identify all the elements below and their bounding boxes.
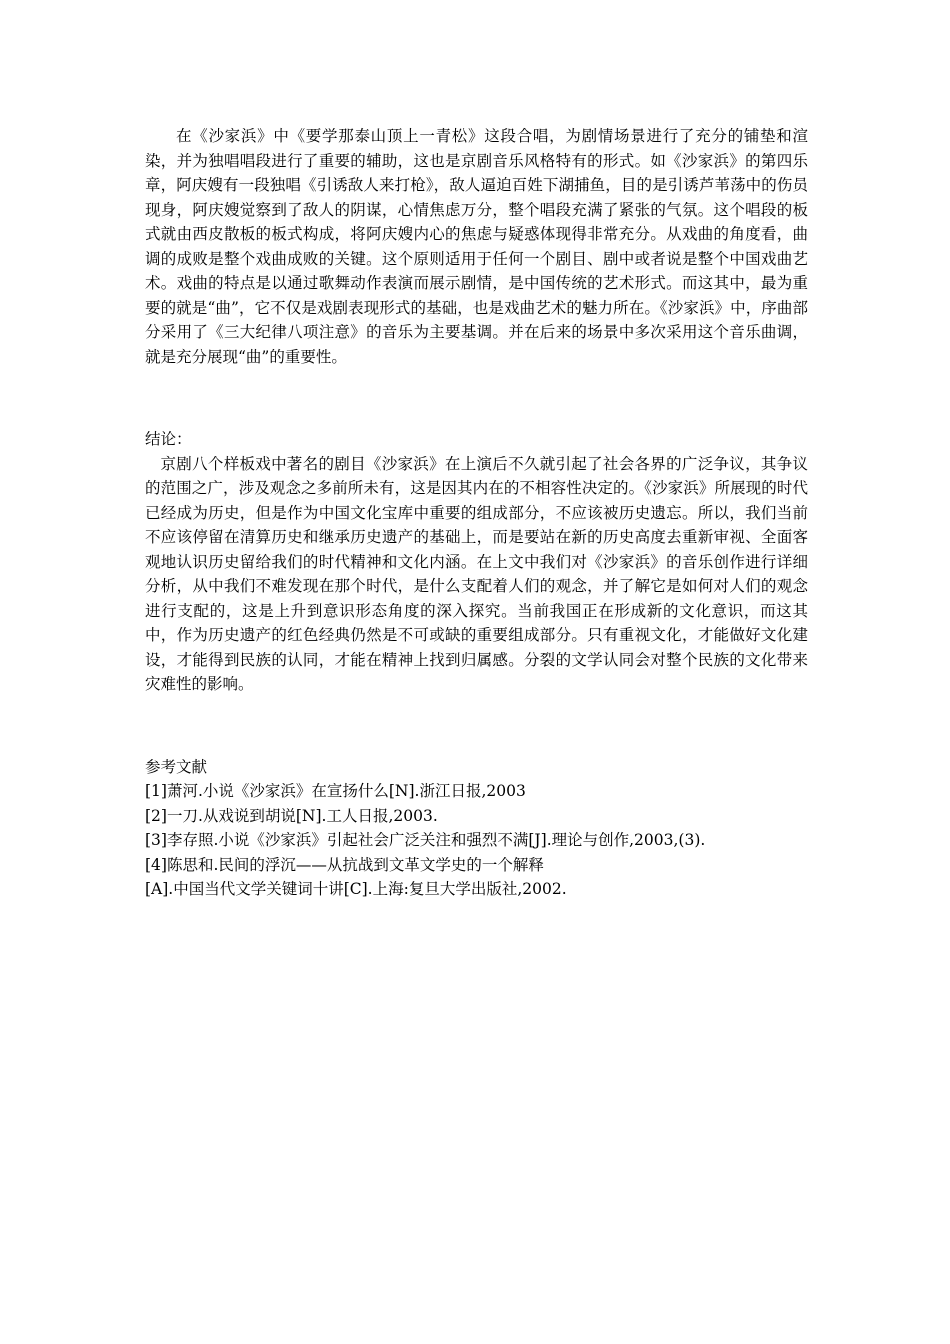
- reference-item: [3]李存照.小说《沙家浜》引起社会广泛关注和强烈不满[J].理论与创作,2003,(3).: [145, 831, 706, 849]
- conclusion-heading: 结论：: [145, 430, 192, 448]
- conclusion-paragraph: 京剧八个样板戏中著名的剧目《沙家浜》在上演后不久就引起了社会各界的广泛争议，其争议的范围之广，涉及观念之多前所未有，这是因其内在的不相容性决定的。《沙家浜》所展现的时代已经成为历史，但是作为中国文化宝库中重要的组成部分，不应该被历史遗忘。所以，我们当前不应该停留在清算历史和继承历史遗产的基础上，而是要站在新的历史高度去重新审视、全面客观地认识历史留给我们的时代精神和文化内涵。在上文中我们对《沙家浜》的音乐创作进行详细分析，从中我们不难发现在那个时代，是什么支配着人们的观念，并了解它是如何对人们的观念进行支配的，这是上升到意识形态角度的深入探究。当前我国正在形成新的文化意识，而这其中，作为历史遗产的红色经典仍然是不可或缺的重要组成部分。只有重视文化，才能做好文化建设，才能得到民族的认同，才能在精神上找到归属感。分裂的文学认同会对整个民族的文化带来灾难性的影响。: [145, 454, 808, 693]
- references-heading: 参考文献: [145, 757, 208, 776]
- reference-item: [A].中国当代文学关键词十讲[C].上海:复旦大学出版社,2002.: [145, 880, 567, 898]
- body-paragraph: 在《沙家浜》中《要学那泰山顶上一青松》这段合唱，为剧情场景进行了充分的铺垫和渲染，并为独唱唱段进行了重要的辅助，这也是京剧音乐风格特有的形式。如《沙家浜》的第四乐章，阿庆嫂有一段独唱《引诱敌人来打枪》，敌人逼迫百姓下湖捕鱼，目的是引诱芦苇荡中的伤员现身，阿庆嫂觉察到了敌人的阴谋，心情焦虑万分，整个唱段充满了紧张的气氛。这个唱段的板式就由西皮散板的板式构成，将阿庆嫂内心的焦虑与疑惑体现得非常充分。从戏曲的角度看，曲调的成败是整个戏曲成败的关键。这个原则适用于任何一个剧目、剧中或者说是整个中国戏曲艺术。戏曲的特点是以通过歌舞动作表演而展示剧情，是中国传统的艺术形式。而这其中，最为重要的就是“曲”，它不仅是戏剧表现形式的基础，也是戏曲艺术的魅力所在。《沙家浜》中，序曲部分采用了《三大纪律八项注意》的音乐为主要基调。并在后来的场景中多次采用这个音乐曲调，就是充分展现“曲”的重要性。: [145, 127, 808, 366]
- document-page: [145, 124, 808, 902]
- section-spacer: [145, 369, 808, 427]
- reference-item: [1]萧河.小说《沙家浜》在宣扬什么[N].浙江日报,2003: [145, 782, 526, 800]
- section-spacer: [145, 697, 808, 755]
- reference-item: [2]一刀.从戏说到胡说[N].工人日报,2003.: [145, 806, 438, 825]
- references-list: [145, 779, 808, 902]
- reference-item: [4]陈思和.民间的浮沉——从抗战到文革文学史的一个解释: [145, 855, 544, 874]
